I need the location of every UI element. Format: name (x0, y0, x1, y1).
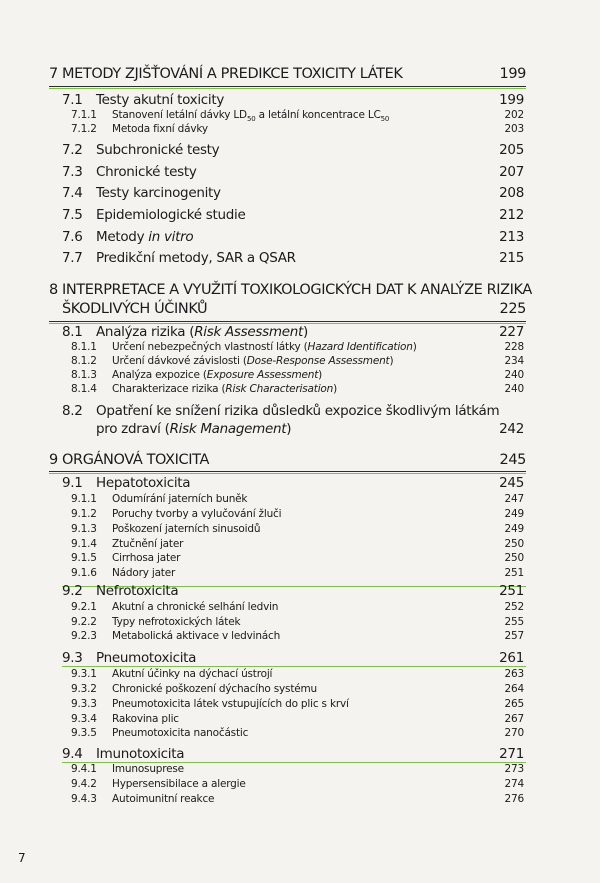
chapter-rule-accent (49, 88, 526, 89)
folio-page-number: 7 (18, 851, 26, 865)
section-title: Imunotoxicita (96, 746, 185, 762)
subsection-page: 228 (504, 341, 524, 353)
chapter-number: 8 (49, 282, 58, 298)
chapter-rule (49, 321, 526, 322)
section-number: 7.4 (62, 185, 83, 201)
chapter-page: 245 (499, 452, 526, 468)
chapter-page: 225 (499, 301, 526, 317)
section-page: 215 (499, 250, 524, 266)
chapter-number: 9 (49, 452, 58, 468)
subsection-page: 250 (504, 538, 524, 550)
subsection-title: Akutní účinky na dýchací ústrojí (112, 668, 273, 680)
subsection-title (112, 383, 337, 395)
section-page: 242 (499, 421, 524, 437)
subsection-page: 265 (504, 698, 524, 710)
subsection-page: 274 (504, 778, 524, 790)
subsection-page: 255 (504, 616, 524, 628)
subsection-number: 9.3.3 (71, 698, 97, 710)
section-page: 227 (499, 324, 524, 340)
section-title-line1: Opatření ke snížení rizika důsledků expozice škodlivým látkám (96, 403, 500, 419)
title-emphasis: Hazard Identification (307, 341, 413, 353)
subsection-page: 247 (504, 493, 524, 505)
title-part: ) (318, 369, 323, 381)
section-title: Chronické testy (96, 164, 197, 180)
section-page: 199 (499, 92, 524, 108)
section-title: Predikční metody, SAR a QSAR (96, 250, 296, 266)
chapter-title-line1: INTERPRETACE A VYUŽITÍ TOXIKOLOGICKÝCH DAT K ANALÝZE RIZIKA (62, 282, 532, 298)
title-emphasis: Risk Management (169, 421, 287, 437)
section-page: 271 (499, 746, 524, 762)
subsection-title: Autoimunitní reakce (112, 793, 215, 805)
title-emphasis: Risk Characterisation (225, 383, 334, 395)
section-number: 9.3 (62, 650, 83, 666)
subsection-number: 8.1.2 (71, 355, 97, 367)
subsection-title: Ztučnění jater (112, 538, 184, 550)
title-part: Stanovení letální dávky LD (112, 109, 247, 121)
section-title: Epidemiologické studie (96, 207, 246, 223)
subsection-page: 257 (504, 630, 524, 642)
subsection-number: 9.4.2 (71, 778, 97, 790)
section-title: Subchronické testy (96, 142, 220, 158)
title-emphasis: Risk Assessment (194, 324, 303, 340)
subsection-number: 9.1.2 (71, 508, 97, 520)
title-emphasis: in vitro (148, 229, 194, 245)
subsection-title: Nádory jater (112, 567, 176, 579)
section-title: Testy karcinogenity (96, 185, 221, 201)
subsection-title: Odumírání jaterních buněk (112, 493, 248, 505)
subsection-number: 8.1.1 (71, 341, 97, 353)
subsection-page: 249 (504, 508, 524, 520)
subsection-number: 9.1.6 (71, 567, 97, 579)
section-page: 245 (499, 475, 524, 491)
subsection-number: 9.2.3 (71, 630, 97, 642)
subsection-page: 267 (504, 713, 524, 725)
section-title: Nefrotoxicita (96, 583, 179, 599)
subsection-title (112, 341, 417, 353)
section-page: 205 (499, 142, 524, 158)
section-number: 8.1 (62, 324, 83, 340)
subsection-number: 7.1.2 (71, 123, 97, 135)
subscript: 50 (246, 115, 256, 124)
subsection-number: 9.4.1 (71, 763, 97, 775)
section-number: 7.5 (62, 207, 83, 223)
chapter-title: METODY ZJIŠŤOVÁNÍ A PREDIKCE TOXICITY LÁTEK (62, 66, 403, 82)
subsection-title (112, 369, 322, 381)
subsection-number: 7.1.1 (71, 109, 97, 121)
subsection-page: 240 (504, 383, 524, 395)
subsection-title: Pneumotoxicita nanočástic (112, 727, 249, 739)
title-part: Analýza expozice ( (112, 369, 207, 381)
chapter-rule (49, 86, 526, 87)
title-part: a letální koncentrace LC (255, 109, 381, 121)
subsection-number: 9.2.1 (71, 601, 97, 613)
section-number: 9.1 (62, 475, 83, 491)
subsection-page: 250 (504, 552, 524, 564)
subsection-number: 9.2.2 (71, 616, 97, 628)
section-title (96, 324, 308, 340)
subscript: 50 (380, 115, 390, 124)
chapter-number: 7 (49, 66, 58, 82)
section-number: 9.4 (62, 746, 83, 762)
subsection-number: 9.3.1 (71, 668, 97, 680)
chapter-title: ORGÁNOVÁ TOXICITA (62, 452, 209, 468)
section-page: 213 (499, 229, 524, 245)
subsection-title: Poruchy tvorby a vylučování žluči (112, 508, 282, 520)
subsection-title: Chronické poškození dýchacího systému (112, 683, 317, 695)
title-part: ) (389, 355, 394, 367)
title-part: ) (286, 421, 292, 437)
section-page: 212 (499, 207, 524, 223)
subsection-title: Hypersensibilace a alergie (112, 778, 246, 790)
title-part: Analýza rizika ( (96, 324, 195, 340)
subsection-title: Cirrhosa jater (112, 552, 181, 564)
subsection-page: 263 (504, 668, 524, 680)
chapter-rule (49, 471, 526, 472)
subsection-title (112, 355, 393, 367)
subsection-page: 270 (504, 727, 524, 739)
subsection-title: Imunosuprese (112, 763, 184, 775)
subsection-number: 8.1.4 (71, 383, 97, 395)
subsection-number: 9.3.5 (71, 727, 97, 739)
subsection-page: 252 (504, 601, 524, 613)
title-part: ) (333, 383, 338, 395)
chapter-page: 199 (499, 66, 526, 82)
subsection-number: 9.3.2 (71, 683, 97, 695)
subsection-title: Akutní a chronické selhání ledvin (112, 601, 279, 613)
subsection-number: 8.1.3 (71, 369, 97, 381)
title-part: pro zdraví ( (96, 421, 170, 437)
subsection-title: Pneumotoxicita látek vstupujících do plic s krví (112, 698, 349, 710)
title-part: Charakterizace rizika ( (112, 383, 226, 395)
subsection-number: 9.3.4 (71, 713, 97, 725)
section-title: Hepatotoxicita (96, 475, 191, 491)
subsection-title: Typy nefrotoxických látek (112, 616, 241, 628)
subsection-page: 276 (504, 793, 524, 805)
subsection-number: 9.4.3 (71, 793, 97, 805)
section-page: 261 (499, 650, 524, 666)
subsection-title: Poškození jaterních sinusoidů (112, 523, 261, 535)
title-part: Metody (96, 229, 149, 245)
subsection-number: 9.1.4 (71, 538, 97, 550)
title-part: ) (302, 324, 308, 340)
section-page: 208 (499, 185, 524, 201)
section-number: 7.2 (62, 142, 83, 158)
subsection-title: Metoda fixní dávky (112, 123, 208, 135)
title-emphasis: Exposure Assessment (206, 369, 319, 381)
chapter-rule-accent (49, 473, 526, 474)
section-number: 7.6 (62, 229, 83, 245)
subsection-number: 9.1.1 (71, 493, 97, 505)
section-number: 7.1 (62, 92, 83, 108)
section-number: 8.2 (62, 403, 83, 419)
subsection-page: 240 (504, 369, 524, 381)
title-emphasis: Dose-Response Assessment (246, 355, 390, 367)
subsection-page: 273 (504, 763, 524, 775)
subsection-page: 251 (504, 567, 524, 579)
subsection-page: 249 (504, 523, 524, 535)
section-title: Pneumotoxicita (96, 650, 197, 666)
subsection-page: 202 (504, 109, 524, 121)
title-part: Určení dávkové závislosti ( (112, 355, 247, 367)
section-page: 251 (499, 583, 524, 599)
section-number: 9.2 (62, 583, 83, 599)
section-rule (62, 666, 526, 667)
subsection-title: Rakovina plic (112, 713, 179, 725)
title-part: Určení nebezpečných vlastností látky ( (112, 341, 308, 353)
section-number: 7.7 (62, 250, 83, 266)
section-page: 207 (499, 164, 524, 180)
section-title: Testy akutní toxicity (96, 92, 225, 108)
chapter-title-line2: ŠKODLIVÝCH ÚČINKŮ (62, 301, 208, 317)
subsection-title: Metabolická aktivace v ledvinách (112, 630, 281, 642)
subsection-title (112, 109, 389, 123)
subsection-page: 264 (504, 683, 524, 695)
title-part: ) (412, 341, 417, 353)
section-title (96, 229, 193, 245)
section-title-line2 (96, 421, 291, 437)
subsection-number: 9.1.3 (71, 523, 97, 535)
section-number: 7.3 (62, 164, 83, 180)
subsection-page: 234 (504, 355, 524, 367)
subsection-page: 203 (504, 123, 524, 135)
subsection-number: 9.1.5 (71, 552, 97, 564)
